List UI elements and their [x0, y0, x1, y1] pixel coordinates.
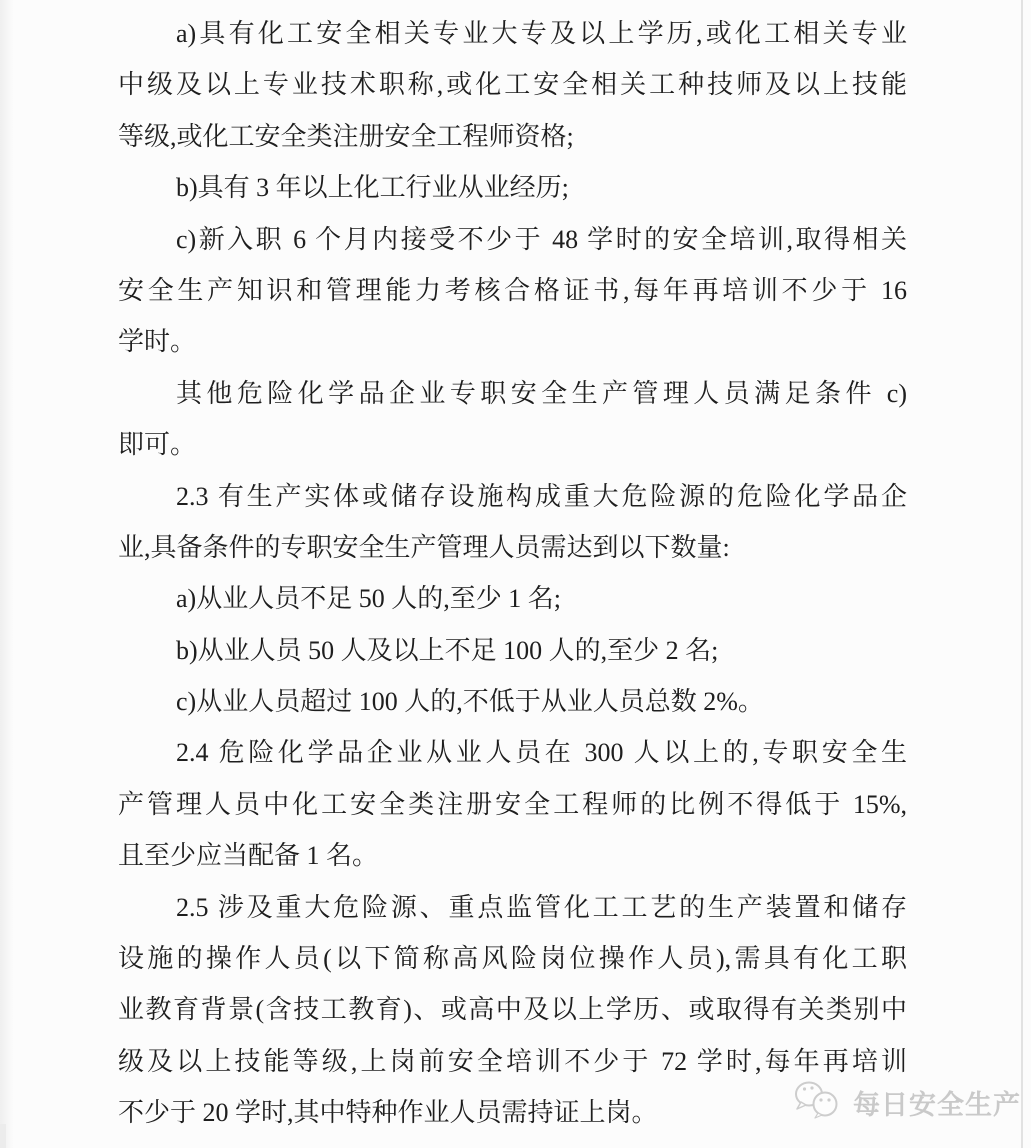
- doc-line: 且至少应当配备 1 名。: [118, 841, 379, 871]
- doc-line: 学时。: [118, 327, 197, 357]
- doc-line: 中级及以上专业技术职称,或化工安全相关工种技师及以上技能: [118, 70, 907, 100]
- doc-line: 即可。: [118, 430, 197, 460]
- doc-line: 设施的操作人员(以下简称高风险岗位操作人员),需具有化工职: [118, 944, 907, 974]
- doc-line: 不少于 20 学时,其中特种作业人员需持证上岗。: [118, 1098, 658, 1128]
- doc-line: b)从业人员 50 人及以上不足 100 人的,至少 2 名;: [176, 635, 719, 665]
- watermark-label: 每日安全生产: [853, 1089, 1021, 1120]
- doc-line: 其他危险化学品企业专职安全生产管理人员满足条件 c): [176, 378, 907, 408]
- doc-line: 安全生产知识和管理能力考核合格证书,每年再培训不少于 16: [118, 275, 907, 305]
- watermark: [794, 1080, 1021, 1124]
- doc-line: 业,具备条件的专职安全生产管理人员需达到以下数量:: [118, 532, 730, 562]
- doc-line: 2.4 危险化学品企业从业人员在 300 人以上的,专职安全生: [176, 738, 907, 768]
- doc-line: 2.3 有生产实体或储存设施构成重大危险源的危险化学品企: [176, 481, 907, 511]
- doc-line: 级及以上技能等级,上岗前安全培训不少于 72 学时,每年再培训: [118, 1046, 907, 1076]
- doc-line: 2.5 涉及重大危险源、重点监管化工工艺的生产装置和储存: [176, 892, 907, 922]
- doc-line: c)从业人员超过 100 人的,不低于从业人员总数 2%。: [176, 687, 764, 717]
- chat-mascot-icon: [794, 1080, 846, 1124]
- doc-line: c)新入职 6 个月内接受不少于 48 学时的安全培训,取得相关: [176, 224, 907, 254]
- doc-line: 产管理人员中化工安全类注册安全工程师的比例不得低于 15%,: [118, 789, 907, 819]
- doc-line: 业教育背景(含技工教育)、或高中及以上学历、或取得有关类别中: [118, 995, 907, 1025]
- doc-line: a)具有化工安全相关专业大专及以上学历,或化工相关专业: [176, 19, 907, 48]
- doc-line: a)从业人员不足 50 人的,至少 1 名;: [176, 584, 561, 614]
- doc-line: 等级,或化工安全类注册安全工程师资格;: [118, 121, 574, 151]
- doc-line: b)具有 3 年以上化工行业从业经历;: [176, 173, 569, 203]
